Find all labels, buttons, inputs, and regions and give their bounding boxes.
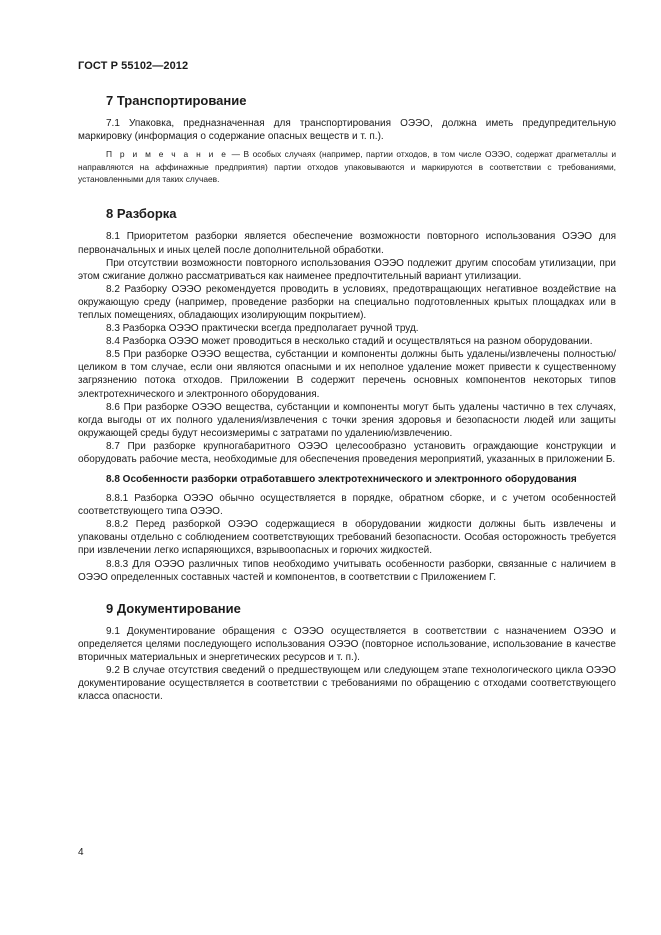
standard-header: ГОСТ Р 55102—2012 [78,60,189,72]
paragraph-8-8-1: 8.8.1 Разборка ОЭЭО обычно осуществляется в порядке, обратном сборке, и с учетом особенностей соответствующего типа ОЭЭО. [78,493,616,518]
paragraph-8-2: 8.2 Разборку ОЭЭО рекомендуется проводить в условиях, предотвращающих негативное воздействие на окружающую среду (например, проведение разборки на специально подготовленных крытых площадках или в теплых помещениях, обладающих изолирующим покрытием). [78,283,616,321]
paragraph-8-6: 8.6 При разборке ОЭЭО вещества, субстанции и компоненты могут быть удалены частично в тех случаях, когда выгоды от их полного удаления/извлечения с точки зрения здоровья и безопасности людей или защиты окружающей среды будут несоизмеримы с затратами по удалению/извлечению. [78,401,616,439]
paragraph-8-4: 8.4 Разборка ОЭЭО может проводиться в несколько стадий и осуществляться на разном оборудовании. [106,336,593,348]
paragraph-8-8-2: 8.8.2 Перед разборкой ОЭЭО содержащиеся в оборудовании жидкости должны быть извлечены и упакованы отдельно с соблюдением соответствующих требований безопасности. Особая осторожность требуется при извлечении легко испаряющихся, взрывоопасных и горючих жидкостей. [78,519,616,557]
paragraph-8-8-3: 8.8.3 Для ОЭЭО различных типов необходимо учитывать особенности разборки, связанные с наличием в ОЭЭО определенных составных частей и компонентов, в соответствии с Приложением Г. [78,558,616,583]
paragraph-8-1: 8.1 Приоритетом разборки является обеспечение возможности повторного использования ОЭЭО для первоначальных и иных целей после дополнительной обработки. [78,231,616,256]
section-8-title: 8 Разборка [106,206,177,222]
note-text: — В особых случаях (например, партии отходов, в том числе ОЭЭО, содержат драгметаллы и направляются на аффинажные предприятия) партии отходов упаковываются и маркируются в соответствии с требованиями, установленными для таких случаев. [78,149,617,184]
page-content [78,92,616,703]
section-7-title: 7 Транспортирование [106,93,247,108]
paragraph-8-5: 8.5 При разборке ОЭЭО вещества, субстанции и компоненты должны быть удалены/извлечены полностью/целиком в том случае, если они являются опасными и их неполное удаление может привести к существенному загрязнению потока отходов. Приложении В содержит перечень основных компонентов некоторых типов электротехнического и электронного оборудования. [78,349,616,400]
note-label: П р и м е ч а н и е [106,149,229,160]
paragraph-9-1: 9.1 Документирование обращения с ОЭЭО осуществляется в соответствии с назначением ОЭЭО и определяется целями последующего использования ОЭЭО (повторное использование, использование в качестве вторичных материальных и энергетических ресурсов и т. п.). [78,625,616,663]
paragraph-8-1-continued: При отсутствии возможности повторного использования ОЭЭО подлежит другим способам утилизации, при этом сжигание должно рассматриваться как наименее предпочтительный вариант утилизации. [78,257,616,282]
paragraph-7-1: 7.1 Упаковка, предназначенная для транспортирования ОЭЭО, должна иметь предупредительную маркировку (информация о содержание опасных веществ и т. п.). [78,118,616,143]
paragraph-9-2: 9.2 В случае отсутствия сведений о предшествующем или следующем этапе технологического цикла ОЭЭО документирование осуществляется в соответствии с требованиями по обращению с отходами соответствующего класса опасности. [78,665,616,703]
subsection-8-8-title: 8.8 Особенности разборки отработавшего электротехнического и электронного оборудования [106,474,577,486]
paragraph-8-7: 8.7 При разборке крупногабаритного ОЭЭО целесообразно установить ограждающие конструкции и оборудовать рабочие места, необходимые для обеспечения проведения мероприятий, указанных в приложении Б. [78,440,616,465]
paragraph-8-3: 8.3 Разборка ОЭЭО практически всегда предполагает ручной труд. [106,323,419,335]
section-9-title: 9 Документирование [106,600,241,616]
page-number: 4 [78,847,84,858]
note-paragraph [78,148,616,185]
